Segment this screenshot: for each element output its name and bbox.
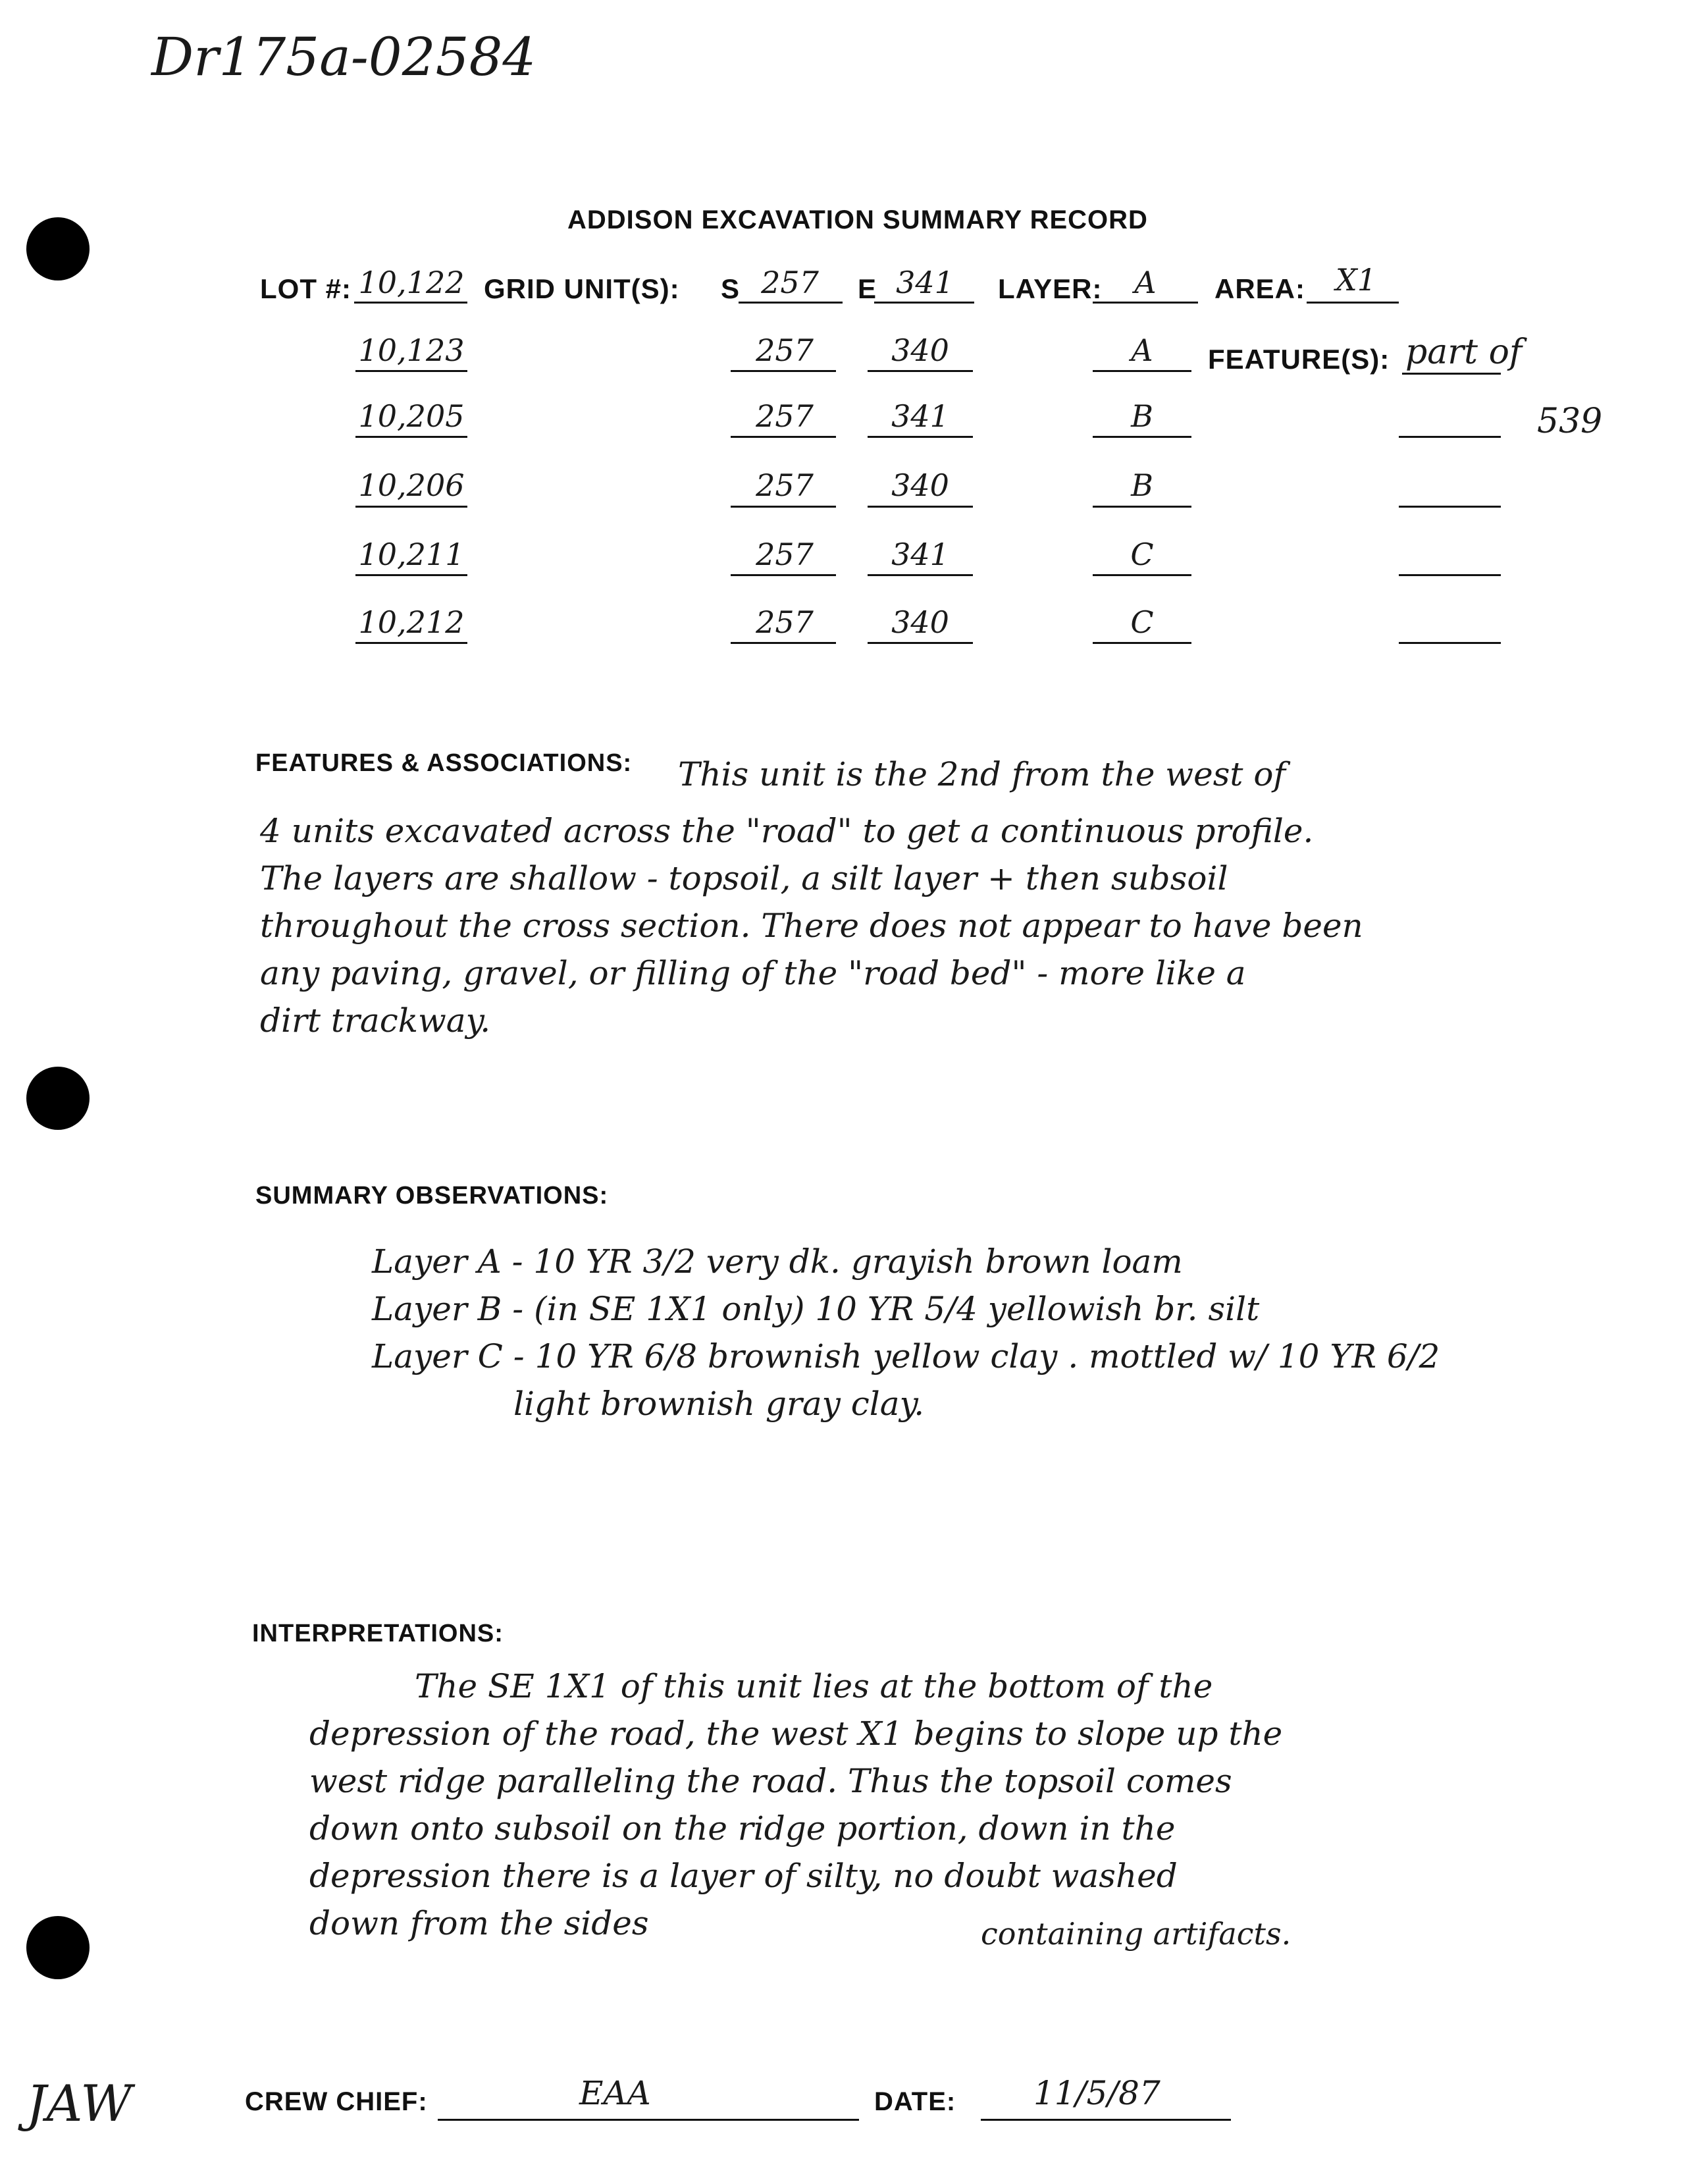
crew-chief-label: CREW CHIEF: <box>245 2087 428 2116</box>
s-number: 257 <box>756 333 814 368</box>
interpretations-label: INTERPRETATIONS: <box>252 1620 504 1647</box>
row-underline <box>868 370 973 372</box>
features-line: 4 units excavated across the "road" to get a continuous profile. <box>260 812 1314 850</box>
interpretations-line: The SE 1X1 of this unit lies at the bottom of the <box>415 1667 1213 1705</box>
feature-blank <box>1399 642 1501 644</box>
row-underline <box>355 574 467 576</box>
row-underline <box>868 642 973 644</box>
area-value: X1 <box>1335 262 1376 298</box>
s-number: 257 <box>756 398 814 434</box>
features-line: The layers are shallow - topsoil, a silt layer + then subsoil <box>260 859 1228 897</box>
lot-number: 10,211 <box>358 537 465 572</box>
row-underline <box>355 642 467 644</box>
row-underline <box>355 370 467 372</box>
lot-underline <box>354 302 467 304</box>
row-underline <box>1093 574 1191 576</box>
e-label: E <box>858 273 877 304</box>
interpretations-line: down from the sides <box>309 1904 649 1942</box>
feature-value: part of <box>1405 333 1523 372</box>
row-underline <box>1093 506 1191 508</box>
interpretations-line: depression there is a layer of silty, no doubt washed <box>309 1857 1178 1895</box>
layer-label: LAYER: <box>998 273 1103 304</box>
summary-line: Layer B - (in SE 1X1 only) 10 YR 5/4 yellowish br. silt <box>372 1290 1260 1328</box>
feature-underline <box>1402 373 1501 375</box>
feature-label: FEATURE(S): <box>1208 344 1390 375</box>
e-number: 340 <box>891 467 949 503</box>
e-number: 340 <box>891 604 949 640</box>
row-underline <box>355 506 467 508</box>
lot-number: 10,123 <box>358 333 465 368</box>
features-line: throughout the cross section. There does not appear to have been <box>260 907 1363 945</box>
layer-letter: C <box>1130 537 1154 572</box>
layer-letter: C <box>1130 604 1154 640</box>
binder-hole-bottom <box>26 1916 90 1979</box>
s-number: 257 <box>756 537 814 572</box>
lot-label: LOT #: <box>260 273 352 304</box>
summary-line: Layer C - 10 YR 6/8 brownish yellow clay . mottled w/ 10 YR 6/2 <box>372 1337 1440 1375</box>
row-underline <box>731 436 836 438</box>
e-underline <box>874 302 974 304</box>
feature-blank <box>1399 436 1501 438</box>
row-underline <box>731 642 836 644</box>
s-number: 257 <box>756 604 814 640</box>
row-underline <box>1093 370 1191 372</box>
features-line: This unit is the 2nd from the west of <box>678 755 1286 793</box>
feature-blank <box>1399 506 1501 508</box>
layer-letter: B <box>1131 467 1153 503</box>
s-label: S <box>721 273 741 304</box>
summary-line: light brownish gray clay. <box>513 1385 925 1423</box>
summary-line: Layer A - 10 YR 3/2 very dk. grayish brown loam <box>372 1242 1183 1281</box>
interpretations-addendum: containing artifacts. <box>981 1916 1291 1952</box>
grid-units-label: GRID UNIT(S): <box>484 273 680 304</box>
row-underline <box>868 506 973 508</box>
lot-number: 10,206 <box>358 467 465 503</box>
interpretations-line: down onto subsoil on the ridge portion, down in the <box>309 1809 1176 1848</box>
layer-letter: B <box>1131 398 1153 434</box>
row-underline <box>731 370 836 372</box>
area-label: AREA: <box>1214 273 1305 304</box>
features-line: dirt trackway. <box>260 1001 491 1040</box>
e-value: 341 <box>896 265 954 300</box>
interpretations-text <box>309 1663 1282 1947</box>
layer-value: A <box>1134 265 1157 300</box>
s-value: 257 <box>761 265 819 300</box>
features-text-first-line <box>678 751 1286 798</box>
date-value: 11/5/87 <box>1033 2074 1160 2112</box>
features-line: any paving, gravel, or filling of the "road bed" - more like a <box>260 954 1246 992</box>
s-number: 257 <box>756 467 814 503</box>
initials: JAW <box>26 2074 132 2133</box>
row-underline <box>868 574 973 576</box>
date-underline <box>981 2119 1231 2121</box>
e-number: 341 <box>891 537 949 572</box>
binder-hole-middle <box>26 1067 90 1130</box>
row-underline <box>731 506 836 508</box>
lot-value: 10,122 <box>358 265 465 300</box>
s-underline <box>739 302 843 304</box>
lot-number: 10,205 <box>358 398 465 434</box>
row-underline <box>868 436 973 438</box>
features-label: FEATURES & ASSOCIATIONS: <box>255 749 633 777</box>
row-underline <box>1093 436 1191 438</box>
summary-text <box>372 1238 1440 1427</box>
interpretations-line: depression of the road, the west X1 begins to slope up the <box>309 1715 1283 1753</box>
crew-chief-value: EAA <box>579 2074 651 2112</box>
area-underline <box>1307 302 1399 304</box>
binder-hole-top <box>26 217 90 280</box>
lot-number: 10,212 <box>358 604 465 640</box>
row-underline <box>731 574 836 576</box>
layer-underline <box>1093 302 1198 304</box>
form-title: ADDISON EXCAVATION SUMMARY RECORD <box>567 205 1148 234</box>
interpretations-line: west ridge paralleling the road. Thus the topsoil comes <box>309 1762 1232 1800</box>
row-underline <box>355 436 467 438</box>
row-underline <box>1093 642 1191 644</box>
document-id: Dr175a-02584 <box>151 26 536 88</box>
summary-label: SUMMARY OBSERVATIONS: <box>255 1182 609 1210</box>
date-label: DATE: <box>874 2087 956 2116</box>
e-number: 340 <box>891 333 949 368</box>
crew-chief-underline <box>438 2119 859 2121</box>
feature-value-continued: 539 <box>1537 402 1603 441</box>
feature-blank <box>1399 574 1501 576</box>
features-text <box>260 807 1363 1044</box>
layer-letter: A <box>1131 333 1153 368</box>
e-number: 341 <box>891 398 949 434</box>
